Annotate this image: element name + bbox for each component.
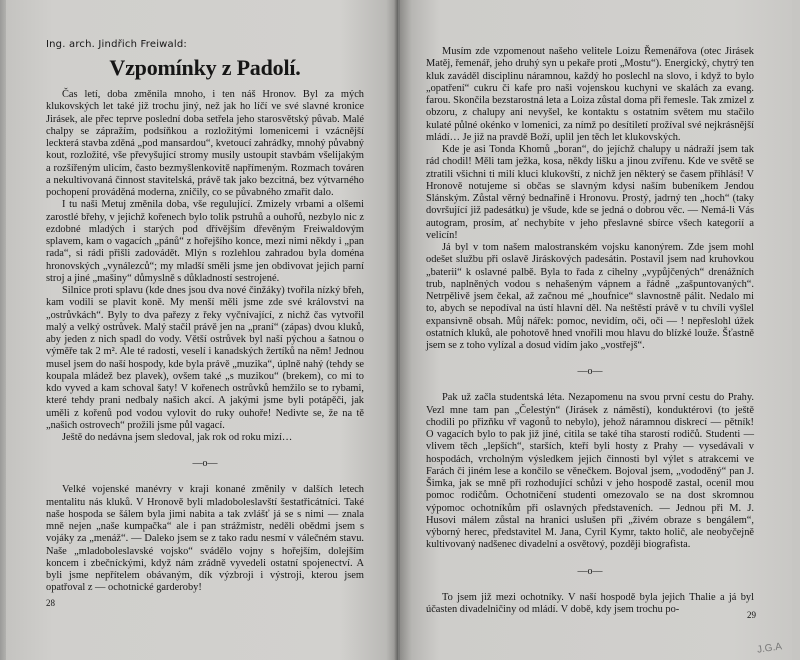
- paragraph: Velké vojenské manévry v kraji konané změnily v dalších letech mentalitu nás kluků. V Hronově byli mladoboleslavští šestatřicátníci. Také naše hospoda se šálem byla jimi nabita a tak zvlášť já se s nimi — znala mně nejen „naše kumpačka“ ale i pan strážmistr, neděli obědmi jsem s vojáky za „menáž“. — Daleko jsem se z tako radu nesmí v válečném stavu. Naše „mladoboleslavské vojsko“ svádělo vojny s hořejším, dolejším koncem i zbečníckými, když nám zrádně vyvedeli ostatní spojenectví. A byli jsme nepřítelem obávaným, dík výzbroji i výstroji, kterou jsem opatřoval z — ochotnické garderoby!: [46, 484, 364, 594]
- article-title: Vzpomínky z Padolí.: [109, 55, 301, 80]
- paragraph: To jsem již mezi ochotníky. V naší hospodě byla jejich Thalie a já byl účasten divadelničiny od mládí. V době, kdy jsem trochu po-: [426, 591, 754, 615]
- section-separator: —o—: [577, 565, 603, 577]
- author-line: Ing. arch. Jindřich Freiwald:: [46, 39, 187, 50]
- page-number: 29: [747, 610, 756, 620]
- section-separator: —o—: [192, 458, 218, 470]
- paragraph: I tu naši Metuj změnila doba, vše regulující. Zmizely vrbami a olšemi zarostlé břehy, v jejichž kořenech bylo tolik pstruhů a ouhořů, nezbylo nic z ezdobné mladých i starých pod dřívějším dřevěným Freiwaldovým splavem, kam o vagacích „pánů“ z hořejšího konce, mezi nimi někdy i „pan rada“, si rádi přišli zadovádět. Mlýn s rozlehlou zahradou byla doména hronovských „vynálezců“; my mladší směli jsme jen obdivovat jejich parní stroj a jiné „mašiny“ důmyslně s důkladností sestrojené.: [46, 199, 364, 284]
- left-page-content: [46, 38, 364, 595]
- page-number: 28: [46, 598, 55, 608]
- section-separator: —o—: [577, 366, 603, 378]
- right-page-content: [426, 46, 754, 616]
- left-page: [6, 0, 398, 660]
- right-page: [400, 0, 792, 660]
- pencil-annotation: J.G.A: [756, 641, 783, 656]
- paragraph: Pak už začla studentská léta. Nezapomenu na svou první cestu do Prahy. Vezl mne tam pan „Čelestýn“ (Jirásek z náměstí), konduktérovi (to ještě chodili po přizňku vř vagonů to nebylo), jehož náramnou diskrecí — pětník! O vagacích bylo to pak již jiné, citila se také tíha starostí rodičů. Studenti — vlivem těch „lepších“, starších, kteří byli hosty z Prahy — vysedávali v hospodách, vrcholným výsledkem jejich činnosti byl výlet s atrakcemi ve Farách či jiném lese a končilo se věnečkem. Bojoval jsem, „vododěný“ pan J. Šimka, jak se mně při rozhodující schůzi v jeho hospodě zastal, ocenil mou pomoc rodičům. Ochotničení studenti omezovalo se na dost skromnou výpomoc ochotníkům při oslavných představeních. — Jednou při M. J. Husovi málem zůstal na hranici uslušen při „živém obraze s bengálem“, výborný herec, představitel M. Jana, Cyril Kymr, takto holič, ale neobyčejně kultivovaný nadšenec divadelní a osvětový, později biografista.: [426, 392, 754, 551]
- paragraph: Silnice proti splavu (kde dnes jsou dva nové činžáky) tvořila nízký břeh, kam vodili se plavit koně. My menší měli jsme zde své královstvi na „ostrůvkách“. Byly to dva pařezy z řeky vyčnívající, z nichž čas vytvořil malý a velký ostrůvek. Malý stačil právě jen na „praní“ (zápas) dvou kluků, aby jeden z nich spadl do vody. Větší ostrůvek byl naší pýchou a šatnou o výměře tak 2 m². Ale té radosti, veselí i kanadských žertíků na něm! Jednou musel jsem do naší hospody, kde byla právě „muzika“, úplně nahý (tehdy se koupala mládež bez plavek), ovšem také „s muzikou“ (brekem), co mi to kdo vyved a kam schoval šaty! V kořenech ostrůvků hemžilo se to rybami, které tehdy prani nedbaly našich akcí. A jakými jsme byli potápěči, jak uměli z kořenů pod vodou vylovit do ruky ouhoře! Nedivte se, že na tě „našich ostrovech“ prožili jsme půl vagací.: [46, 285, 364, 431]
- paragraph: Ještě do nedávna jsem sledoval, jak rok od roku mizí…: [62, 432, 293, 443]
- paragraph: Kde je asi Tonda Khomů „boran“, do jejíchž chalupy u nádraží jsem tak rád chodil! Měli tam ježka, kosa, někdy lišku a jinou zvířenu. Kde ve světě se ztratili všichni ti milí kluci klukovští, z nichž jen některý se časem přihlásí! V Hronově notujeme si občas se slavným kdysi naším bubeníkem Jendou Slánským. Zůstal věrný bednařině i Hronovu. Prostý, jadrný ten „hoch“ (taky dovršující již padesátku) je všude, kde se jedná o dobrou věc. — Nemá-li Vás autogram, prosím, ať nechybíte v jeho přeslavné sbírce všech kategorií a velicín!: [426, 144, 754, 241]
- paragraph: Čas letí, doba změnila mnoho, i ten náš Hronov. Byl za mých klukovských let také již trochu jiný, než jak ho líčí ve své slavné kronice Jirásek, ale přec teprve poslední doba setřela jeho starosvětský půvab. Malé chalpy se zápražím, podsíňkou a rozložitými lomenicemi i vzácnější leckterá stavba zděná „pod mansardou“, kvetoucí zahrádky, mnohý půvabný kout, rozložité, vše převyšující stromy musily ustoupit stavbám všelijakým a rozšířeným ulicím, často bezmyšlenkovitě napřímeným. Rozmach továren a nekultivovaná činnost stavitelská, právě tak jako bezcitná, bez výtvarného pochopení prováděná moderna, zničily, co se půvabného zmařit dalo.: [46, 89, 364, 198]
- paragraph: Musím zde vzpomenout našeho velitele Loizu Řemenářova (otec Jirásek Matěj, řemenář, jeho druhý syn u pekaře proti „Mostu“). Energický, chytrý ten kluk zaváděl disciplinu náramnou, každý ho poslechl na slovo, i když to bylo „opatření“ cukru či kafe pro naši vojenskou kuchyni ve skalách za evang. farou. Skončila bezstarostná leta a Loiza zůstal doma při řemesle. Tak zmizel z obzoru, z chalupy ani nevyšel, ke kontaktu s ostatním světem mu stačilo kulaté půlné okénko v lomenici, za nímž po desítiletí prožíval své nejkrásnější mládí… Je již na pravdě Boží, uplil jen těch let klukovských.: [426, 46, 754, 143]
- paragraph: Já byl v tom našem malostranském vojsku kanonýrem. Zde jsem mohl odešet službu při oslavě Jiráskových padesátin. Postavil jsem nad kruhovkou „baterii“ k oslavné palbě. Byla to řada z cihelny „vypůjčených“ drenážních trub, naplněných vodou s nehašeným vápnem a řádně „zašpuntovaných“. Netrpělivě jsem čekal, až začnou mé „houfnice“ slavnostně pálit. Nedalo mi to, abych se nepodíval na ústí hlavní děl. Na neštěstí právě v tu chvíli vyšlel expansivně obsah. Můj nářek: pomoc, nevidím, oči, oči — ! nepřeslohl úžek ostatních kluků, ale pohotově hned vnořili mou hlavu do blízké louže. Šťastně jsem se z toho vylízal a dosud vidím jako „vostřejš“.: [426, 242, 754, 351]
